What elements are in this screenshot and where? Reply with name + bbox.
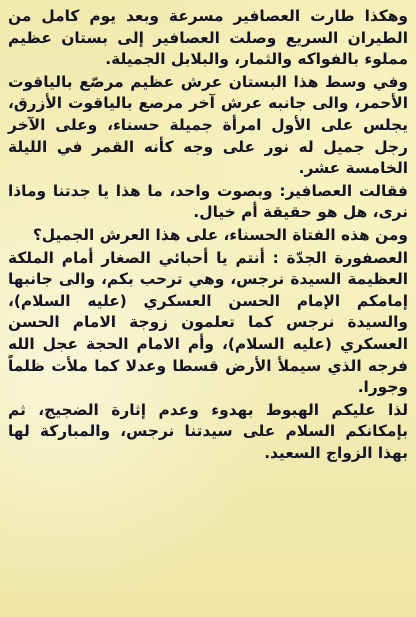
paragraph-thrones: وفي وسط هذا البستان عرش عظيم مرصّع بالياقوت الأحمر، والى جانبه عرش آخر مرصع بالياقوت الأزرق، يجلس على الأول امرأة جميلة حسناء، وعلى الآخر رجل جميل له نور على وجه كأنه القمر في الليلة الخامسة عشر. bbox=[8, 72, 408, 178]
story-text bbox=[8, 6, 408, 464]
paragraph-instructions: لذا عليكم الهبوط بهدوء وعدم إثارة الضجيج، ثم بإمكانكم السلام على سيدتنا نرجس، والمباركة لها بهذا الزواج السعيد. bbox=[8, 400, 408, 462]
paragraph-grandmother-answer: العصفورة الجدّة : أنتم يا أحبائي الصغار أمام الملكة العظيمة السيدة نرجس، وهي ترحب بكم، والى جانبها إمامكم الإمام الحسن العسكري (عليه السلام)، والسيدة نرجس كما تعلمون زوجة الامام الحسن العسكري (عليه السلام)، وأم الامام الحجة عجل الله فرجه الذي سيملأ الأرض قسطا وعدلا كما ملأت ظلماً وجورا. bbox=[8, 248, 408, 397]
paragraph-flight: وهكذا طارت العصافير مسرعة وبعد يوم كامل من الطيران السريع وصلت العصافير إلى بستان عظيم مملوء بالفواكه والثمار، والبلابل الجميلة. bbox=[8, 7, 408, 69]
paragraph-who-is-she: ومن هذه الفتاة الحسناء، على هذا العرش الجميل؟ bbox=[32, 225, 408, 244]
paragraph-birds-question: فقالت العصافير: وبصوت واحد، ما هذا يا جدتنا وماذا نرى، هل هو حقيقة أم خيال. bbox=[8, 181, 408, 222]
